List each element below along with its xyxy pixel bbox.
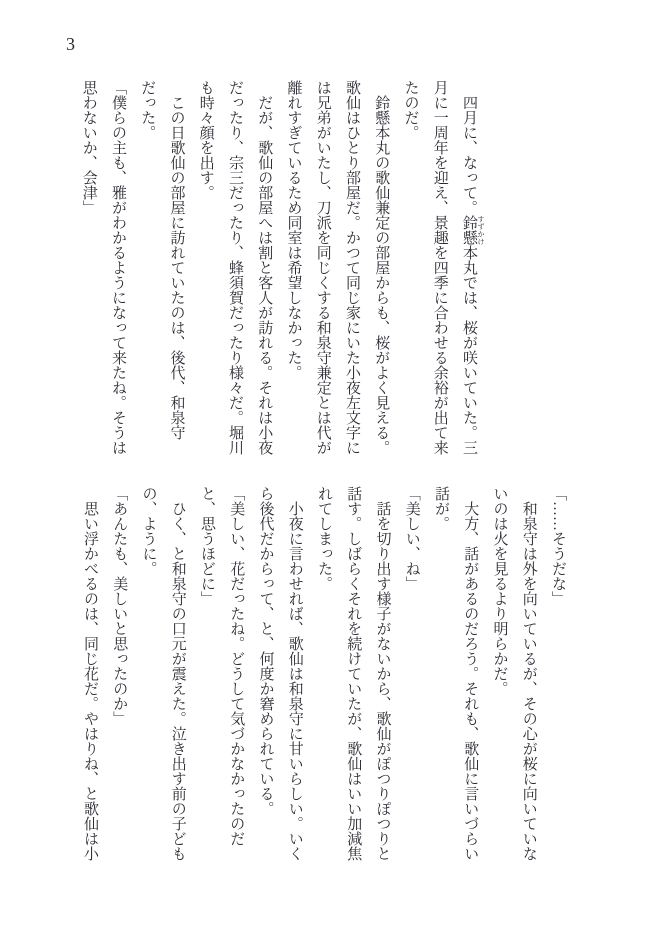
paragraph-text-pre: 四月に、なって。: [461, 80, 477, 215]
paragraph: 話を切り出す様子がないから、歌仙がぽつりぽつりと話す。しばらくそれを続けていたが、歌仙はいい加減焦れてしまった。: [316, 486, 391, 861]
paragraph: この日歌仙の部屋に訪れていたのは、後代、和泉守だった。: [139, 80, 185, 440]
paragraph: だが、歌仙の部屋へは割と客人が訪れる。それは小夜だったり、宗三だったり、蜂須賀だったり様々だ。堀川も時々顔を出す。: [197, 80, 273, 455]
ruby-suzukake: [461, 215, 485, 245]
page-number: 3: [66, 34, 75, 54]
ruby-base: 鈴懸: [461, 215, 477, 245]
paragraph: 小夜に言わせれば、歌仙は和泉守に甘いらしい。いくら後代だからって、と、何度か窘められている。: [257, 486, 303, 861]
paragraph: 和泉守は外を向いているが、その心が桜に向いていないのは火を見るより明らかだ。: [491, 486, 537, 861]
paragraph: 思い浮かべるのは、同じ花だ。やはりね、と歌仙は小: [82, 486, 98, 861]
paragraph: ひく、と和泉守の口元が震えた。泣き出す前の子どもの、ように。: [140, 486, 186, 861]
paragraph: 「あんたも、美しいと思ったのか」: [111, 486, 128, 726]
ruby-furigana: すずかけ: [477, 215, 485, 245]
paragraph: 大方、話があるのだろう。それも、歌仙に言いづらい話が。: [433, 486, 479, 861]
paragraph: 鈴懸本丸の歌仙兼定の部屋からも、桜がよく見える。歌仙はひとり部屋だ。かつて同じ家にいた小夜左文字には兄弟がいたし、刀派を同じくする和泉守兼定とは代が離れすぎているため同室は希望しなかった。: [285, 80, 390, 455]
upper-text-block: [74, 80, 486, 457]
paragraph: 「美しい、ね」: [403, 486, 420, 591]
paragraph: 「僕らの主も、雅がわかるようになって来たね。そうは思わないか、会津」: [80, 80, 126, 455]
paragraph-with-ruby: [395, 80, 485, 457]
paragraph: 「……そうだな」: [550, 486, 566, 606]
paragraph: 「美しい、花だったね。どうして気づかなかったのだと、思うほどに」: [199, 486, 245, 846]
paragraph-text-post: 本丸では、桜が咲いていた。三月に一周年を迎え、景趣を四季に合わせる余裕が出て来たのだ。: [402, 80, 477, 455]
lower-text-block: [75, 486, 572, 863]
